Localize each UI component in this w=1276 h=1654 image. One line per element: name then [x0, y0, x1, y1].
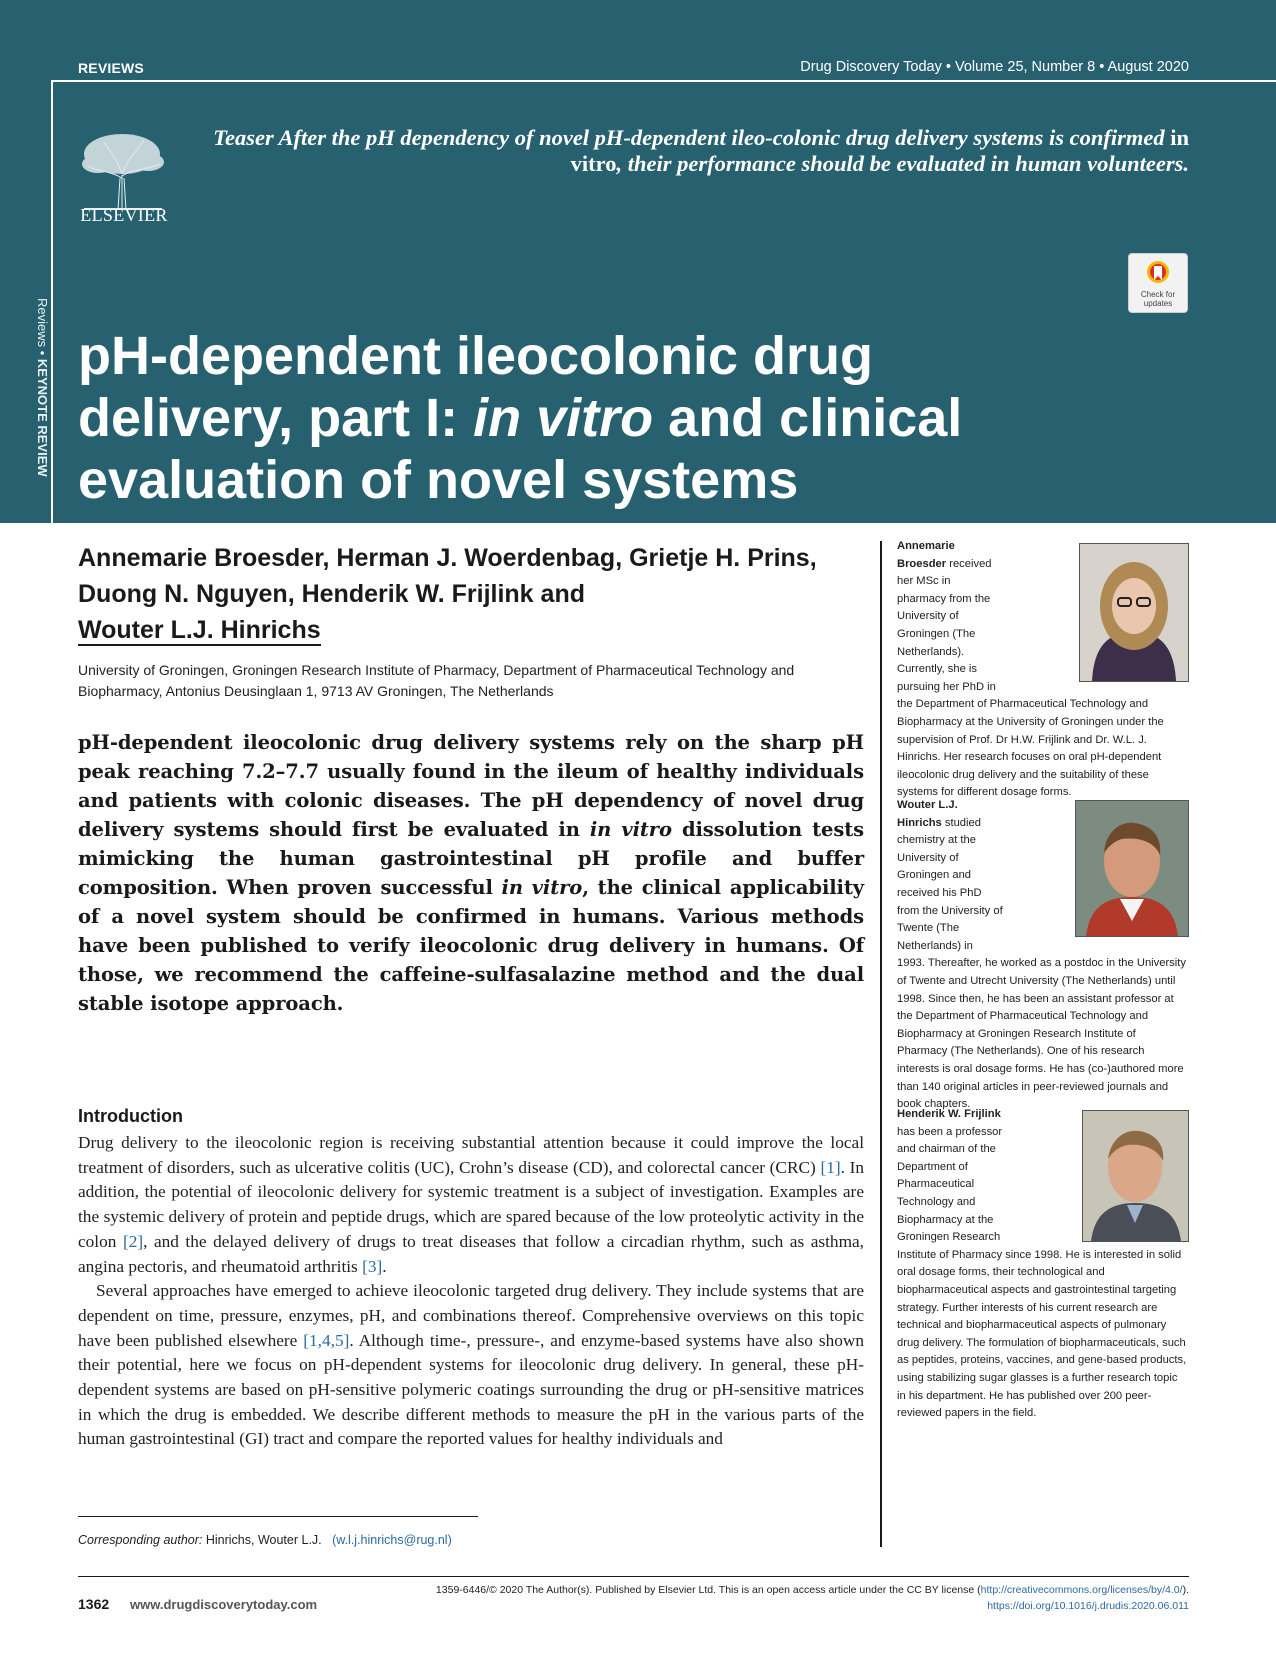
- section-heading-introduction: Introduction: [78, 1106, 183, 1126]
- bookmark-icon: [1146, 260, 1170, 288]
- citation-link[interactable]: [3]: [362, 1256, 383, 1276]
- section-label: REVIEWS: [78, 60, 144, 76]
- bio-frijlink: Henderik W. Frijlink has been a professor and chairman of the Department of Pharmaceutical Technology and Biopharmacy at the Groningen Research Institute of Pharmacy since 1998. He is interested in solid oral dosage forms, their technological and biopharmaceutical aspects and gastrointestinal targeting strategy. Further interests of his current research are technical and biopharmaceutical aspects of pulmonary drug delivery. The formulation of biopharmaceuticals, such as peptides, proteins, vaccines, and gene-based products, using stabilizing sugar glasses is a further research topic in his department. He has published over 200 peer-reviewed papers in the field.: [897, 1108, 1187, 1420]
- author-list: Annemarie Broesder, Herman J. Woerdenbag, Grietje H. Prins, Duong N. Nguyen, Henderik W. Frijlink and Wouter L.J. Hinrichs: [78, 544, 817, 644]
- check-for-updates-button[interactable]: [1128, 253, 1188, 313]
- journal-citation: Drug Discovery Today • Volume 25, Number 8 • August 2020: [800, 59, 1189, 75]
- teaser-text: Teaser After the pH dependency of novel pH-dependent ileo-colonic drug delivery systems is confirmed in vitro, their performance should be evaluated in human volunteers.: [213, 125, 1189, 176]
- website-link[interactable]: www.drugdiscoverytoday.com: [130, 1597, 318, 1612]
- paragraph: Drug delivery to the ileocolonic region is receiving substantial attention because it could improve the local treatment of disorders, such as ulcerative colitis (UC), Crohn’s disease (CD), and colorectal cancer (CRC) [1]. In addition, the potential of ileocolonic delivery for systemic treatment is a subject of investigation. Examples are the systemic delivery of protein and peptide drugs, which are spared because of the low proteolytic activity in the colon [2], and the delayed delivery of drugs to treat diseases that follow a circadian rhythm, such as asthma, angina pectoris, and rheumatoid arthritis [3].: [78, 1133, 865, 1276]
- corresponding-author: Wouter L.J. Hinrichs: [78, 616, 321, 644]
- abstract: pH-dependent ileocolonic drug delivery systems rely on the sharp pH peak reaching 7.2–7.7 usually found in the ileum of healthy individuals and patients with colonic diseases. The pH dependency of novel drug delivery systems should first be evaluated in in vitro dissolution tests mimicking the human gastrointestinal pH profile and buffer composition. When proven successful in vitro, the clinical applicability of a novel system should be confirmed in humans. Various methods have been published to verify ileocolonic drug delivery in humans. Of those, we recommend the caffeine-sulfasalazine method and the dual stable isotope approach.: [78, 731, 865, 1015]
- citation-link[interactable]: [2]: [122, 1231, 144, 1251]
- introduction-body: [78, 1131, 864, 1452]
- license-and-doi: 1359-6446/© 2020 The Author(s). Published by Elsevier Ltd. This is an open access article under the CC BY license (http://creativecommons.org/licenses/by/4.0/). https://doi.org/10.1016/j.drudis.2020.06.011: [435, 1584, 1189, 1612]
- check-for-updates-label: Check for updates: [1140, 290, 1176, 308]
- license-link[interactable]: http://creativecommons.org/licenses/by/4.0/: [980, 1584, 1183, 1596]
- column-divider: [880, 541, 882, 1547]
- affiliation: University of Groningen, Groningen Research Institute of Pharmacy, Department of Pharmaceutical Technology and Biopharmacy, Antonius Deusinglaan 1, 9713 AV Groningen, The Netherlands: [78, 662, 795, 699]
- paragraph: Several approaches have emerged to achieve ileocolonic targeted drug delivery. They include systems that are dependent on time, pressure, enzymes, pH, and combinations thereof. Comprehensive overviews on this topic have been published elsewhere [1,4,5]. Although time-, pressure-, and enzyme-based systems have also shown their potential, here we focus on pH-dependent systems for ileocolonic drug delivery. In general, these pH-dependent systems are based on pH-sensitive polymeric coatings surrounding the drug or pH-sensitive matrices in which the drug is embedded. We describe different methods to measure the pH in the various parts of the human gastrointestinal (GI) tract and compare the reported values for healthy individuals and: [78, 1281, 864, 1449]
- footnote-divider: [78, 1516, 478, 1517]
- corresponding-author-footnote: Corresponding author: Hinrichs, Wouter L.J. (w.l.j.hinrichs@rug.nl): [78, 1533, 452, 1547]
- doi-link[interactable]: https://doi.org/10.1016/j.drudis.2020.06.011: [987, 1600, 1189, 1612]
- email-link[interactable]: (w.l.j.hinrichs@rug.nl): [332, 1533, 452, 1547]
- page-number: 1362: [78, 1596, 110, 1612]
- bio-broesder: Annemarie Broesder received her MSc in pharmacy from the University of Groningen (The Netherlands). Currently, she is pursuing her PhD in the Department of Pharmaceutical Technology and Biopharmacy at the University of Groningen under the supervision of Prof. Dr H.W. Frijlink and Dr. W.L. J. Hinrichs. Her research focuses on oral pH-dependent ileocolonic drug delivery and the suitability of these systems for different dosage forms.: [897, 540, 1164, 799]
- citation-link[interactable]: [1]: [820, 1157, 841, 1177]
- side-section-tab: Reviews • KEYNOTE REVIEW: [35, 298, 50, 477]
- bio-hinrichs: Wouter L.J. Hinrichs studied chemistry at the University of Groningen and received his PhD from the University of Twente (The Netherlands) in 1993. Thereafter, he worked as a postdoc in the University of Twente and Utrecht University (The Netherlands) until 1998. Since then, he has been an assistant professor at the Department of Pharmaceutical Technology and Biopharmacy at Groningen Research Institute of Pharmacy (The Netherlands). One of his research interests is oral dosage forms. He has (co-)authored more than 140 original articles in peer-reviewed journals and book chapters.: [897, 799, 1186, 1111]
- article-title: pH-dependent ileocolonic drug delivery, part I: in vitro and clinical evaluation of novel systems: [78, 326, 963, 510]
- publisher-name: ELSEVIER: [80, 205, 168, 225]
- citation-link[interactable]: [1,4,5]: [303, 1330, 350, 1350]
- footer-divider: [78, 1576, 1189, 1577]
